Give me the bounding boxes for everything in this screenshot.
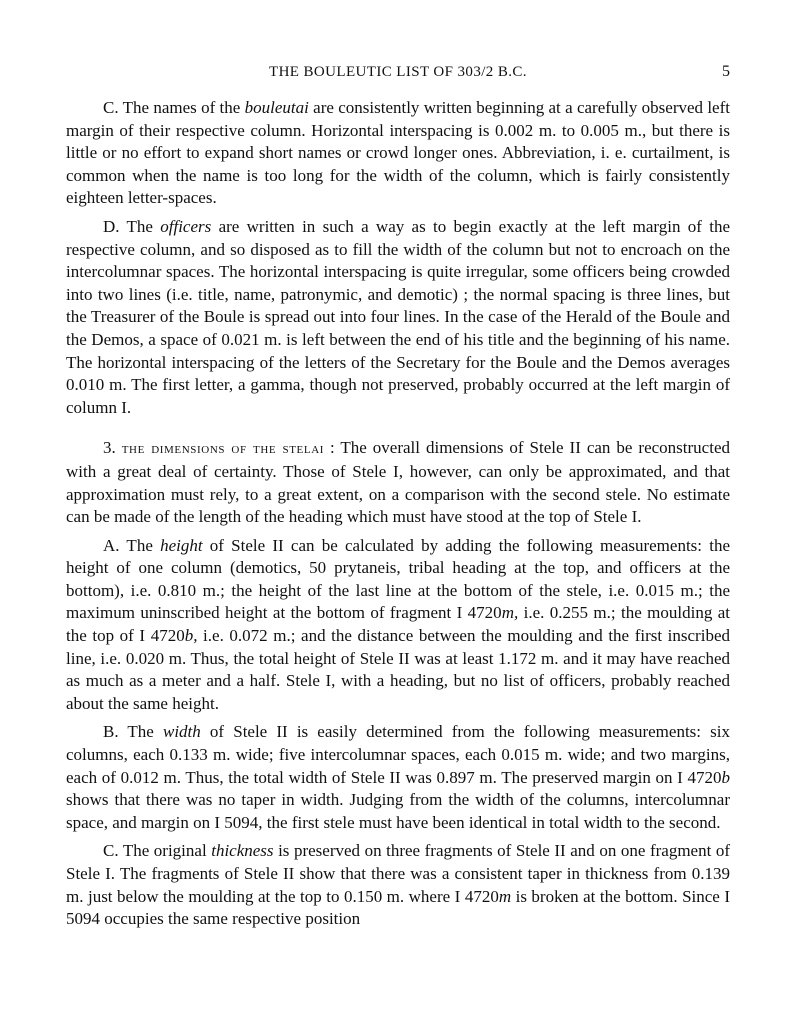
paragraph-D-officers — [66, 216, 730, 419]
italic-term: thickness — [211, 841, 274, 861]
body-text — [66, 97, 730, 937]
text-run: i.e. 0.072 m.; and the distance between the moulding and the first inscribed line, i.e. 0.020 m. Thus, the total height of Stele II was at least 1.172 m. and it may have reached as much as a meter and a half. Stele I, with a heading, but no list of officers, probably reached about the same height. — [66, 626, 730, 713]
paragraph-C-names — [66, 97, 730, 210]
text-run: A. The — [103, 535, 161, 555]
paragraph-B-width — [66, 721, 730, 834]
text-run: are written in such a way as to begin exactly at the left margin of the respective column, and so disposed as to fill the width of the column but not to encroach on the intercolumnar spaces. The horizontal interspacing is quite irregular, some officers being crowded into two lines (i.e. title, name, patronymic, and demotic) ; the normal spacing is three lines, but the Treasurer of the Boule is spread out into four lines. In the case of the Herald of the Boule and the Demos, a space of 0.021 m. is left between the end of his title and the beginning of his name. The horizontal interspacing of the letters of the Secretary for the Boule and the Demos averages 0.010 m. The first letter, a gamma, though not preserved, probably occurred at the left margin of column I. — [66, 216, 730, 417]
text-run: : The overall dimensions of Stele II can be reconstructed with a great deal of certainty. Those of Stele I, however, can only be approximated, and that approximation must rely, to a great extent, on a comparison with the second stele. No estimate can be made of the length of the heading which must have stood at the top of Stele I. — [66, 438, 730, 527]
text-run: shows that there was no taper in width. Judging from the width of the columns, intercolumnar space, and margin on I 5094, the first stele must have been identical in total width to the second. — [66, 790, 730, 832]
italic-term: m — [498, 886, 512, 906]
paragraph-C-thickness — [66, 840, 730, 930]
text-run: of Stele II can be calculated by adding the following measurements: the height of one column (demotics, 50 prytaneis, tribal heading at the top, and officers at the bottom), i.e. 0.810 m.; the height of the last line at the bottom of the stele, i.e. 0.015 m.; the maximum uninscribed height at the bottom of fragment I 4720 — [66, 535, 730, 623]
text-run: 3. — [103, 438, 122, 458]
page-number: 5 — [722, 63, 730, 80]
text-run: i.e. 0.255 m.; the moulding at the top of I 4720 — [66, 603, 731, 646]
section-heading: the dimensions of the stelai — [121, 440, 325, 458]
italic-term: height — [160, 535, 203, 555]
paragraph-A-height — [66, 535, 730, 716]
text-run: D. The — [103, 216, 161, 236]
page-header — [66, 60, 730, 84]
running-title: THE BOULEUTIC LIST OF 303/2 B.C. — [269, 64, 527, 80]
text-run: B. The — [103, 722, 163, 742]
text-run: C. The original — [103, 841, 212, 861]
italic-term: b, — [184, 626, 198, 646]
italic-term: width — [163, 722, 201, 742]
italic-term: bouleutai — [244, 98, 309, 117]
italic-term: b — [721, 767, 730, 787]
italic-term: m, — [501, 603, 519, 623]
text-run: is broken at the bottom. Since I 5094 occupies the same respective position — [66, 886, 730, 929]
text-run: of Stele II is easily determined from the following measurements: six columns, each 0.133 m. wide; five intercolumnar spaces, each 0.015 m. wide; and two margins, each of 0.012 m. Thus, the total width of Stele II was 0.897 m. The preserved margin on I 4720 — [66, 722, 730, 787]
text-run: is preserved on three fragments of Stele II and on one fragment of Stele I. The fragments of Stele II show that there was a consistent taper in thickness from 0.139 m. just below the moulding at the top to 0.150 m. where I 4720 — [66, 841, 731, 906]
section-3-dimensions — [66, 437, 730, 528]
text-run: are consistently written beginning at a carefully observed left margin of their respective column. Horizontal interspacing is 0.002 m. to 0.005 m., but there is little or no effort to expand short names or crowd longer ones. Abbreviation, i. e. curtailment, is common when the name is too long for the width of the column, which is fairly consistently eighteen letter-spaces. — [66, 98, 730, 208]
italic-term: officers — [160, 216, 212, 236]
text-run: C. The names of the — [103, 98, 245, 117]
